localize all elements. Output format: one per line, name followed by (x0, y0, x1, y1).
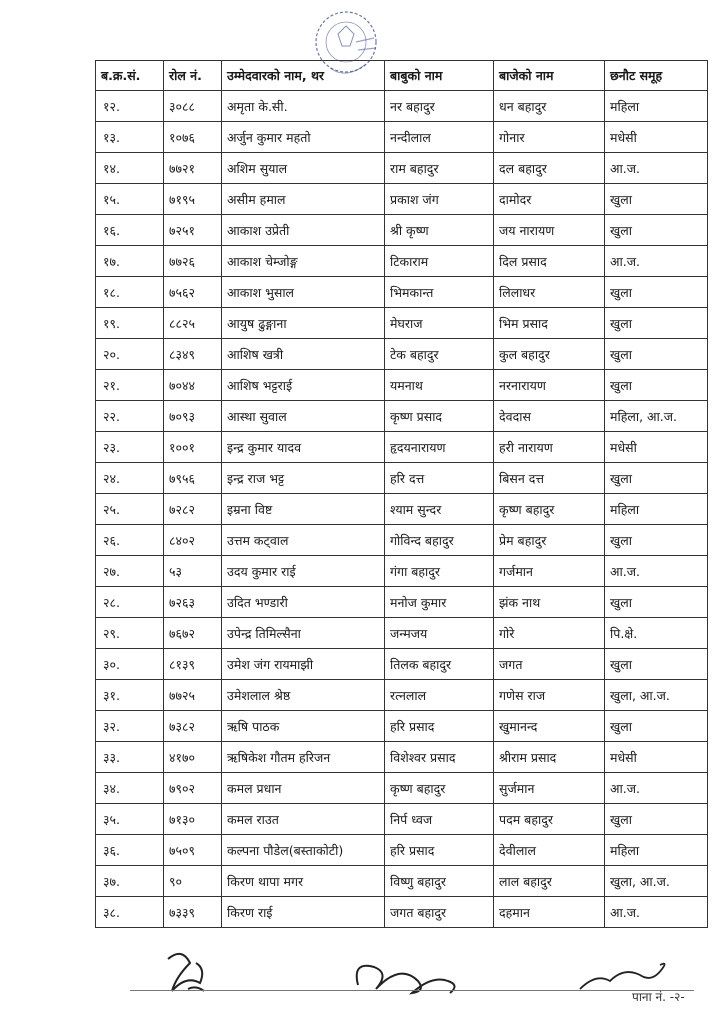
selection-group-cell: आ.ज. (605, 897, 708, 928)
candidate-name-cell: आकाश उप्रेती (222, 215, 385, 246)
roll-number-cell: ७०९३ (164, 401, 222, 432)
roll-number-cell: ७१३० (164, 804, 222, 835)
grandfather-name-cell: लिलाधर (494, 277, 605, 308)
table-row (96, 401, 708, 432)
father-name-cell: हरि प्रसाद (385, 711, 494, 742)
selection-group-cell: खुला, आ.ज. (605, 680, 708, 711)
serial-number-cell: ३७. (96, 866, 164, 897)
roll-number-cell: ७२५१ (164, 215, 222, 246)
roll-number-cell: ८८२५ (164, 308, 222, 339)
signature-left (168, 954, 204, 991)
candidate-name-cell: आशिष भट्टराई (222, 370, 385, 401)
grandfather-name-cell: कृष्ण बहादुर (494, 494, 605, 525)
father-name-cell: राम बहादुर (385, 153, 494, 184)
serial-number-cell: १९. (96, 308, 164, 339)
father-name-cell: जगत बहादुर (385, 897, 494, 928)
selection-group-cell: महिला (605, 835, 708, 866)
table-row (96, 277, 708, 308)
roll-number-cell: ७३८२ (164, 711, 222, 742)
selection-group-cell: आ.ज. (605, 246, 708, 277)
father-name-cell: श्याम सुन्दर (385, 494, 494, 525)
selection-group-cell: आ.ज. (605, 153, 708, 184)
father-name-cell: मनोज कुमार (385, 587, 494, 618)
grandfather-name-cell: दिल प्रसाद (494, 246, 605, 277)
father-name-cell: मेघराज (385, 308, 494, 339)
roll-number-cell: ८४०२ (164, 525, 222, 556)
grandfather-name-cell: गणेस राज (494, 680, 605, 711)
signature-middle (357, 966, 455, 993)
selection-group-cell: आ.ज. (605, 773, 708, 804)
serial-number-cell: २४. (96, 463, 164, 494)
father-name-cell: टिकाराम (385, 246, 494, 277)
roll-number-cell: ७२८२ (164, 494, 222, 525)
selection-group-cell: खुला (605, 277, 708, 308)
selection-group-cell: खुला (605, 463, 708, 494)
selection-group-cell: खुला (605, 711, 708, 742)
selection-group-cell: खुला (605, 370, 708, 401)
table-row (96, 711, 708, 742)
selection-group-cell: खुला (605, 184, 708, 215)
roll-number-cell: ७२६३ (164, 587, 222, 618)
candidate-name-cell: उदय कुमार राई (222, 556, 385, 587)
serial-number-cell: ३५. (96, 804, 164, 835)
father-name-cell: हरि दत्त (385, 463, 494, 494)
grandfather-name-cell: हरी नारायण (494, 432, 605, 463)
roll-number-cell: ७७२५ (164, 680, 222, 711)
header-father-name: बाबुको नाम (385, 61, 494, 91)
selection-group-cell: खुला, आ.ज. (605, 866, 708, 897)
header-serial-number: ब.क्र.सं. (96, 61, 164, 91)
roll-number-cell: ७५६२ (164, 277, 222, 308)
table-row (96, 370, 708, 401)
grandfather-name-cell: गोरे (494, 618, 605, 649)
father-name-cell: हृदयनारायण (385, 432, 494, 463)
father-name-cell: कृष्ण बहादुर (385, 773, 494, 804)
father-name-cell: हरि प्रसाद (385, 835, 494, 866)
table-row (96, 680, 708, 711)
table-row (96, 649, 708, 680)
candidate-name-cell: अमृता के.सी. (222, 91, 385, 122)
candidate-name-cell: किरण थापा मगर (222, 866, 385, 897)
grandfather-name-cell: गर्जमान (494, 556, 605, 587)
grandfather-name-cell: दामोदर (494, 184, 605, 215)
serial-number-cell: ३०. (96, 649, 164, 680)
candidate-name-cell: ऋषि पाठक (222, 711, 385, 742)
roll-number-cell: ७७२१ (164, 153, 222, 184)
father-name-cell: जन्मजय (385, 618, 494, 649)
serial-number-cell: १६. (96, 215, 164, 246)
candidate-name-cell: अशिम सुयाल (222, 153, 385, 184)
table-row (96, 742, 708, 773)
roll-number-cell: ७७२६ (164, 246, 222, 277)
serial-number-cell: २०. (96, 339, 164, 370)
serial-number-cell: १३. (96, 122, 164, 153)
candidate-name-cell: उपेन्द्र तिमिल्सैना (222, 618, 385, 649)
father-name-cell: नर बहादुर (385, 91, 494, 122)
candidate-name-cell: असीम हमाल (222, 184, 385, 215)
grandfather-name-cell: जगत (494, 649, 605, 680)
father-name-cell: रत्नलाल (385, 680, 494, 711)
father-name-cell: कृष्ण प्रसाद (385, 401, 494, 432)
table-row (96, 618, 708, 649)
selection-group-cell: मधेसी (605, 432, 708, 463)
table-row (96, 308, 708, 339)
page-number: पाना नं. -२- (632, 990, 685, 1004)
selection-group-cell: खुला (605, 804, 708, 835)
father-name-cell: विष्णु बहादुर (385, 866, 494, 897)
header-candidate-name: उम्मेदवारको नाम, थर (222, 61, 385, 91)
table-row (96, 215, 708, 246)
grandfather-name-cell: कुल बहादुर (494, 339, 605, 370)
serial-number-cell: २३. (96, 432, 164, 463)
candidate-name-cell: आस्था सुवाल (222, 401, 385, 432)
roll-number-cell: ७०४४ (164, 370, 222, 401)
grandfather-name-cell: बिसन दत्त (494, 463, 605, 494)
serial-number-cell: ३१. (96, 680, 164, 711)
roll-number-cell: ७१९५ (164, 184, 222, 215)
selection-group-cell: मधेसी (605, 742, 708, 773)
candidate-name-cell: किरण राई (222, 897, 385, 928)
roll-number-cell: ७३३९ (164, 897, 222, 928)
grandfather-name-cell: दहमान (494, 897, 605, 928)
serial-number-cell: १४. (96, 153, 164, 184)
selection-group-cell: खुला (605, 339, 708, 370)
table-row (96, 246, 708, 277)
grandfather-name-cell: झंक नाथ (494, 587, 605, 618)
serial-number-cell: १५. (96, 184, 164, 215)
roll-number-cell: ५३ (164, 556, 222, 587)
grandfather-name-cell: देवदास (494, 401, 605, 432)
serial-number-cell: १७. (96, 246, 164, 277)
selection-group-cell: आ.ज. (605, 556, 708, 587)
candidate-name-cell: कल्पना पौडेल(बस्ताकोटी) (222, 835, 385, 866)
roll-number-cell: ८१३९ (164, 649, 222, 680)
table-row (96, 525, 708, 556)
table-row (96, 463, 708, 494)
table-row (96, 91, 708, 122)
table-row (96, 804, 708, 835)
father-name-cell: निर्प ध्वज (385, 804, 494, 835)
table-row (96, 897, 708, 928)
header-roll-number: रोल नं. (164, 61, 222, 91)
roll-number-cell: ३०८८ (164, 91, 222, 122)
serial-number-cell: २८. (96, 587, 164, 618)
table-row (96, 339, 708, 370)
candidate-name-cell: इन्द्र कुमार यादव (222, 432, 385, 463)
serial-number-cell: ३६. (96, 835, 164, 866)
grandfather-name-cell: गोनार (494, 122, 605, 153)
table-header-row (96, 61, 708, 91)
table-row (96, 866, 708, 897)
father-name-cell: प्रकाश जंग (385, 184, 494, 215)
serial-number-cell: २६. (96, 525, 164, 556)
selection-group-cell: महिला, आ.ज. (605, 401, 708, 432)
candidate-name-cell: उमेशलाल श्रेष्ठ (222, 680, 385, 711)
candidate-name-cell: उमेश जंग रायमाझी (222, 649, 385, 680)
serial-number-cell: ३२. (96, 711, 164, 742)
selection-group-cell: खुला (605, 215, 708, 246)
roll-number-cell: ९० (164, 866, 222, 897)
grandfather-name-cell: श्रीराम प्रसाद (494, 742, 605, 773)
serial-number-cell: १२. (96, 91, 164, 122)
candidate-name-cell: आकाश भुसाल (222, 277, 385, 308)
header-selection-group: छनौट समूह (605, 61, 708, 91)
candidate-name-cell: कमल प्रधान (222, 773, 385, 804)
roll-number-cell: ७९५६ (164, 463, 222, 494)
selection-group-cell: खुला (605, 308, 708, 339)
father-name-cell: टेक बहादुर (385, 339, 494, 370)
grandfather-name-cell: सुर्जमान (494, 773, 605, 804)
grandfather-name-cell: प्रेम बहादुर (494, 525, 605, 556)
footer-divider (130, 990, 694, 991)
serial-number-cell: १८. (96, 277, 164, 308)
candidate-name-cell: आयुष ढुङ्गाना (222, 308, 385, 339)
serial-number-cell: ३४. (96, 773, 164, 804)
serial-number-cell: ३८. (96, 897, 164, 928)
table-row (96, 432, 708, 463)
selection-group-cell: महिला (605, 494, 708, 525)
candidate-name-cell: आशिष खत्री (222, 339, 385, 370)
selection-group-cell: पि.क्षे. (605, 618, 708, 649)
roll-number-cell: ७९०२ (164, 773, 222, 804)
candidate-name-cell: अर्जुन कुमार महतो (222, 122, 385, 153)
table-row (96, 773, 708, 804)
header-grandfather-name: बाजेको नाम (494, 61, 605, 91)
table-row (96, 494, 708, 525)
father-name-cell: यमनाथ (385, 370, 494, 401)
serial-number-cell: २१. (96, 370, 164, 401)
candidate-name-cell: इन्द्र राज भट्ट (222, 463, 385, 494)
serial-number-cell: २५. (96, 494, 164, 525)
grandfather-name-cell: धन बहादुर (494, 91, 605, 122)
father-name-cell: तिलक बहादुर (385, 649, 494, 680)
candidate-name-cell: आकाश चेम्जोङ्ग (222, 246, 385, 277)
table-row (96, 184, 708, 215)
roll-number-cell: ७५०९ (164, 835, 222, 866)
father-name-cell: श्री कृष्ण (385, 215, 494, 246)
candidate-name-cell: उदित भण्डारी (222, 587, 385, 618)
selection-group-cell: खुला (605, 649, 708, 680)
serial-number-cell: २७. (96, 556, 164, 587)
table-row (96, 587, 708, 618)
father-name-cell: गोविन्द बहादुर (385, 525, 494, 556)
father-name-cell: भिमकान्त (385, 277, 494, 308)
father-name-cell: गंगा बहादुर (385, 556, 494, 587)
candidate-name-cell: ऋषिकेश गौतम हरिजन (222, 742, 385, 773)
grandfather-name-cell: नरनारायण (494, 370, 605, 401)
selection-group-cell: महिला (605, 91, 708, 122)
table-row (96, 122, 708, 153)
grandfather-name-cell: देवीलाल (494, 835, 605, 866)
serial-number-cell: २२. (96, 401, 164, 432)
roll-number-cell: ८३४९ (164, 339, 222, 370)
candidate-name-cell: उत्तम कट्वाल (222, 525, 385, 556)
selection-results-table (95, 60, 708, 928)
father-name-cell: नन्दीलाल (385, 122, 494, 153)
grandfather-name-cell: खुमानन्द (494, 711, 605, 742)
selection-group-cell: खुला (605, 525, 708, 556)
roll-number-cell: ४१७० (164, 742, 222, 773)
roll-number-cell: ७६७२ (164, 618, 222, 649)
table-row (96, 153, 708, 184)
signature-right (580, 964, 665, 989)
table-row (96, 556, 708, 587)
selection-group-cell: खुला (605, 587, 708, 618)
roll-number-cell: १००१ (164, 432, 222, 463)
signatures (0, 945, 724, 1005)
serial-number-cell: ३३. (96, 742, 164, 773)
selection-group-cell: मधेसी (605, 122, 708, 153)
grandfather-name-cell: पदम बहादुर (494, 804, 605, 835)
grandfather-name-cell: लाल बहादुर (494, 866, 605, 897)
grandfather-name-cell: दल बहादुर (494, 153, 605, 184)
serial-number-cell: २९. (96, 618, 164, 649)
grandfather-name-cell: जय नारायण (494, 215, 605, 246)
table-row (96, 835, 708, 866)
grandfather-name-cell: भिम प्रसाद (494, 308, 605, 339)
father-name-cell: विशेश्वर प्रसाद (385, 742, 494, 773)
roll-number-cell: १०७६ (164, 122, 222, 153)
candidate-name-cell: इम्रना विष्ट (222, 494, 385, 525)
candidate-name-cell: कमल राउत (222, 804, 385, 835)
